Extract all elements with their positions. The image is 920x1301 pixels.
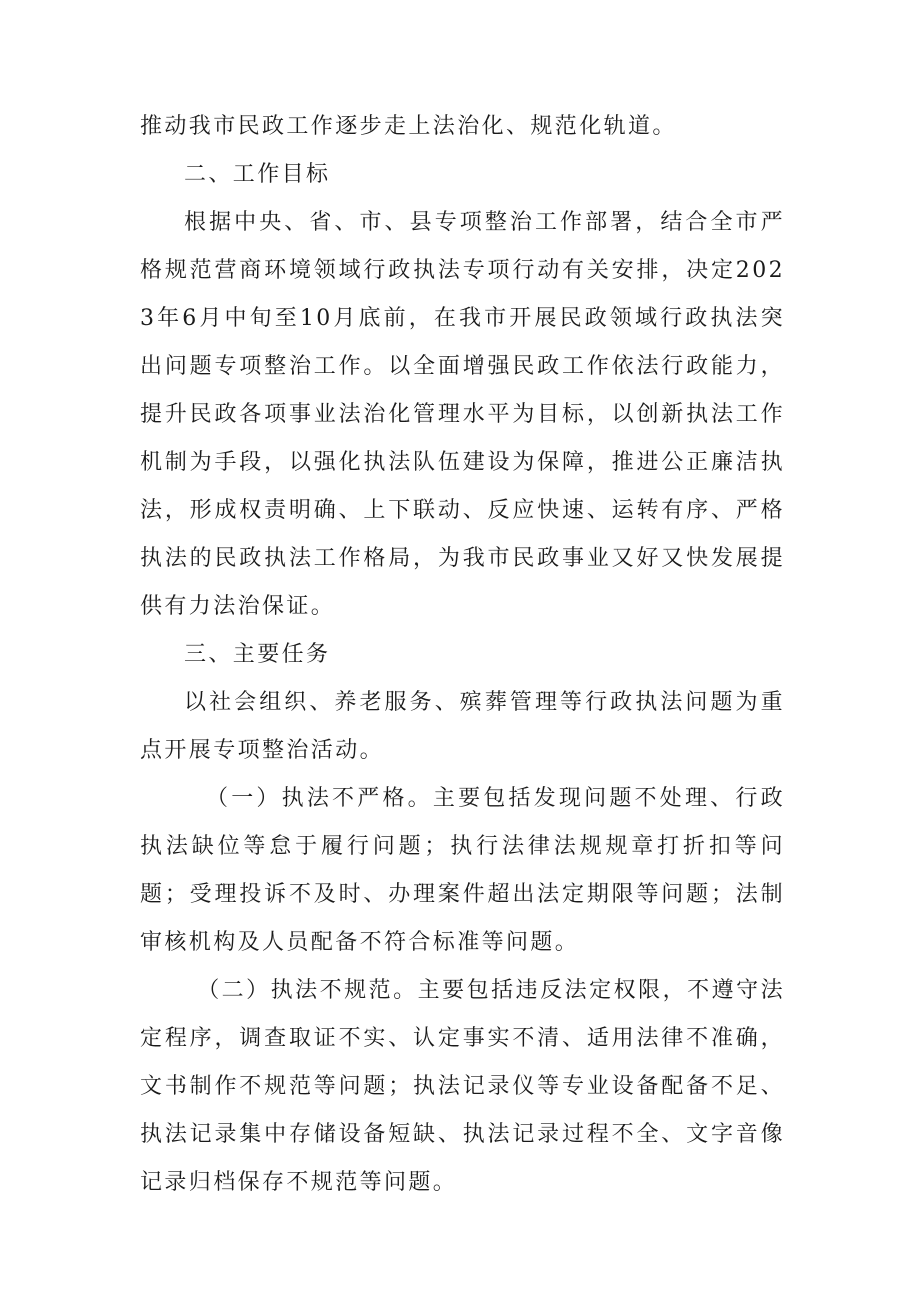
paragraph-goals: 根据中央、省、市、县专项整治工作部署，结合全市严格规范营商环境领域行政执法专项行动有关安排，决定2023年6月中旬至10月底前，在我市开展民政领域行政执法突出问题专项整治工作。以全面增强民政工作依法行政能力，提升民政各项事业法治化管理水平为目标，以创新执法工作机制为手段，以强化执法队伍建设为保障，推进公正廉洁执法，形成权责明确、上下联动、反应快速、运转有序、严格执法的民政执法工作格局，为我市民政事业又好又快发展提供有力法治保证。 xyxy=(140,210,785,619)
section-heading-tasks: 三、主要任务 xyxy=(184,642,331,667)
document-body xyxy=(140,103,785,1207)
paragraph-tasks-intro: 以社会组织、养老服务、殡葬管理等行政执法问题为重点开展专项整治活动。 xyxy=(140,690,785,763)
paragraph-task-2: （二）执法不规范。主要包括违反法定权限，不遵守法定程序，调查取证不实、认定事实不清、适用法律不准确，文书制作不规范等问题；执法记录仪等专业设备配备不足、执法记录集中存储设备短缺、执法记录过程不全、文字音像记录归档保存不规范等问题。 xyxy=(140,978,785,1195)
section-heading-goals: 二、工作目标 xyxy=(184,162,331,187)
paragraph-continuation: 推动我市民政工作逐步走上法治化、规范化轨道。 xyxy=(140,114,677,139)
paragraph-task-1: （一）执法不严格。主要包括发现问题不处理、行政执法缺位等怠于履行问题；执行法律法规规章打折扣等问题；受理投诉不及时、办理案件超出法定期限等问题；法制审核机构及人员配备不符合标准等问题。 xyxy=(140,786,785,955)
